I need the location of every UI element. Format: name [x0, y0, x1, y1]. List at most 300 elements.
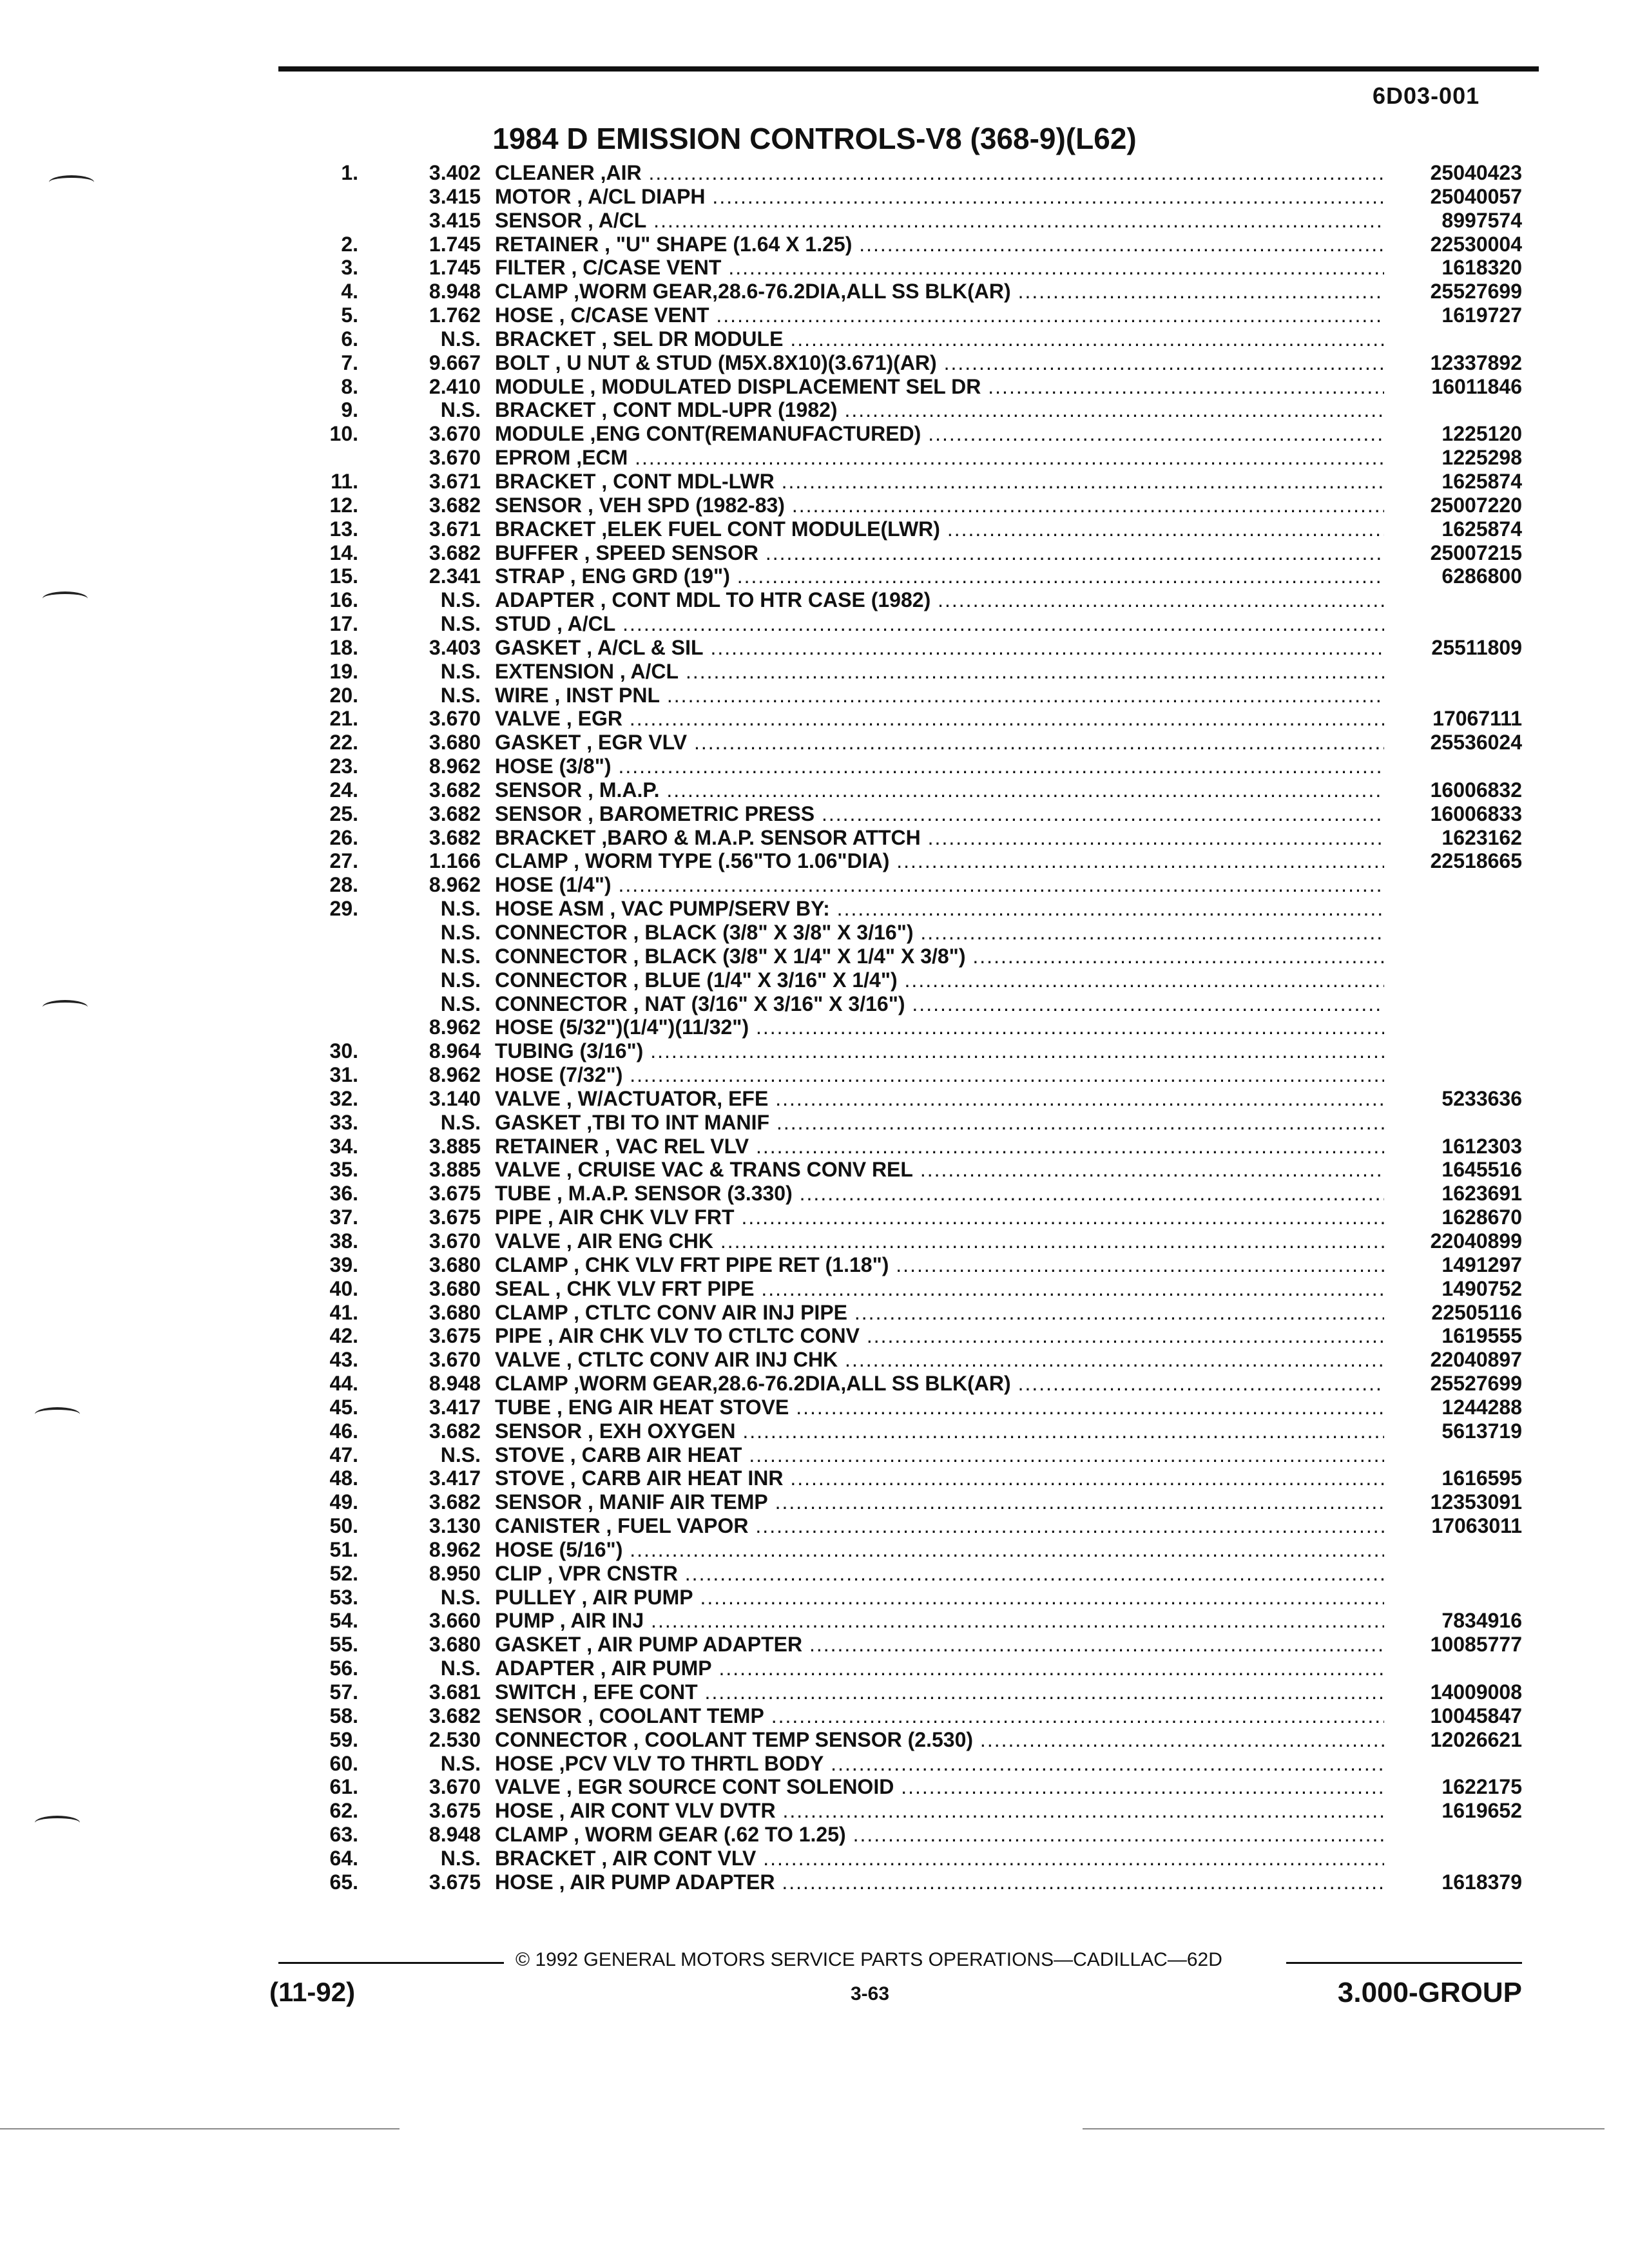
part-description: CLAMP , WORM GEAR (.62 TO 1.25) .....	[495, 1823, 1384, 1846]
part-row	[0, 588, 1629, 612]
part-description: BRACKET , CONT MDL-LWR .....	[495, 470, 1384, 493]
part-number: 1612303	[1435, 1135, 1522, 1158]
page-number: 3-63	[851, 1983, 890, 2004]
group-number: 3.675	[429, 1870, 481, 1894]
item-number: 3.	[341, 256, 358, 280]
part-row	[0, 422, 1629, 446]
group-number: 3.675	[429, 1324, 481, 1348]
part-row	[0, 684, 1629, 707]
part-description: CANISTER , FUEL VAPOR .....	[495, 1514, 1384, 1537]
item-number: 25.	[329, 802, 358, 825]
copyright-notice: © 1992 GENERAL MOTORS SERVICE PARTS OPERATIONS—CADILLAC—62D	[516, 1949, 1222, 1970]
part-number: 1491297	[1435, 1253, 1522, 1276]
item-number: 33.	[329, 1110, 358, 1134]
item-number: 38.	[329, 1229, 358, 1253]
revision-date: (11-92)	[269, 1977, 356, 2007]
footer-rule-left	[278, 1962, 504, 1964]
part-description: CLAMP , WORM TYPE (.56"TO 1.06"DIA) .....	[495, 849, 1384, 872]
item-number: 48.	[329, 1466, 358, 1490]
part-description: TUBE , ENG AIR HEAT STOVE .....	[495, 1396, 1384, 1419]
part-description: HOSE , C/CASE VENT .....	[495, 303, 1384, 327]
part-number: 25527699	[1424, 280, 1522, 303]
group-number: 3.402	[429, 161, 481, 184]
group-number: N.S.	[440, 398, 481, 422]
part-row	[0, 754, 1629, 778]
part-row	[0, 398, 1629, 422]
part-number: 1625874	[1435, 470, 1522, 493]
item-number: 18.	[329, 635, 358, 659]
group-number: 8.962	[429, 754, 481, 778]
item-number: 20.	[329, 683, 358, 707]
part-description: VALVE , EGR SOURCE CONT SOLENOID .....	[495, 1775, 1384, 1798]
group-number: 3.675	[429, 1206, 481, 1229]
item-number: 12.	[329, 493, 358, 517]
part-description: GASKET , EGR VLV .....	[495, 731, 1384, 754]
item-number: 35.	[329, 1158, 358, 1182]
part-description: TUBE , M.A.P. SENSOR (3.330) .....	[495, 1182, 1384, 1205]
part-number: 1244288	[1435, 1396, 1522, 1419]
item-number: 14.	[329, 541, 358, 564]
part-row	[0, 1443, 1629, 1467]
group-number: 3.680	[429, 1253, 481, 1276]
item-number: 29.	[329, 897, 358, 921]
item-number: 17.	[329, 612, 358, 636]
part-description: GASKET ,TBI TO INT MANIF .....	[495, 1111, 1384, 1134]
item-number: 27.	[329, 849, 358, 873]
part-description: FILTER , C/CASE VENT .....	[495, 256, 1384, 279]
part-number: 1622175	[1435, 1775, 1522, 1798]
part-row	[0, 873, 1629, 897]
part-number: 1628670	[1435, 1206, 1522, 1229]
group-number: 3.680	[429, 1300, 481, 1324]
part-description: RETAINER , VAC REL VLV .....	[495, 1135, 1384, 1158]
part-description: PULLEY , AIR PUMP .....	[495, 1586, 1384, 1609]
parts-list	[0, 161, 1629, 1894]
part-row	[0, 945, 1629, 968]
group-number: 3.682	[429, 1490, 481, 1514]
group-number: 3.415	[429, 208, 481, 232]
group-number: 2.410	[429, 374, 481, 398]
part-row	[0, 1253, 1629, 1277]
item-number: 56.	[329, 1657, 358, 1680]
part-description: VALVE , AIR ENG CHK .....	[495, 1229, 1384, 1253]
group-number: N.S.	[440, 968, 481, 992]
group-number: 3.130	[429, 1514, 481, 1538]
part-number: 12026621	[1424, 1728, 1522, 1751]
item-number: 55.	[329, 1633, 358, 1657]
item-number: 30.	[329, 1039, 358, 1063]
part-description: STUD , A/CL .....	[495, 612, 1384, 635]
part-number: 12353091	[1424, 1490, 1522, 1514]
part-row	[0, 1063, 1629, 1087]
part-description: PUMP , AIR INJ .....	[495, 1609, 1384, 1632]
item-number: 65.	[329, 1870, 358, 1894]
part-description: HOSE ,PCV VLV TO THRTL BODY .....	[495, 1752, 1384, 1775]
margin-mark	[49, 175, 94, 189]
group-number: 3.403	[429, 635, 481, 659]
part-number: 5233636	[1435, 1087, 1522, 1110]
part-row	[0, 1514, 1629, 1538]
group-number: 3.885	[429, 1158, 481, 1182]
part-number: 1619727	[1435, 303, 1522, 327]
part-row	[0, 612, 1629, 636]
item-number: 62.	[329, 1799, 358, 1823]
part-row	[0, 375, 1629, 399]
group-number: 3.682	[429, 778, 481, 802]
part-description: BRACKET ,BARO & M.A.P. SENSOR ATTCH .....	[495, 826, 1384, 849]
part-row	[0, 1633, 1629, 1657]
part-description: SENSOR , EXH OXYGEN .....	[495, 1419, 1384, 1443]
group-number: 3.670	[429, 707, 481, 731]
margin-mark	[35, 1816, 80, 1830]
part-row	[0, 161, 1629, 185]
item-number: 26.	[329, 825, 358, 849]
group-number: N.S.	[440, 659, 481, 683]
group-number: 3.417	[429, 1395, 481, 1419]
group-code: 3.000-GROUP	[1337, 1977, 1522, 2008]
part-row	[0, 1301, 1629, 1325]
group-number: 3.682	[429, 802, 481, 825]
part-number: 5613719	[1435, 1419, 1522, 1443]
part-number: 1225120	[1435, 422, 1522, 445]
part-description: CLAMP , CTLTC CONV AIR INJ PIPE .....	[495, 1301, 1384, 1324]
group-number: 3.670	[429, 1348, 481, 1372]
part-number: 16006832	[1424, 778, 1522, 802]
part-description: CLAMP , CHK VLV FRT PIPE RET (1.18") .....	[495, 1253, 1384, 1276]
item-number: 47.	[329, 1443, 358, 1466]
part-number: 25007215	[1424, 541, 1522, 564]
part-number: 1619555	[1435, 1324, 1522, 1347]
part-row	[0, 1229, 1629, 1253]
part-number: 25536024	[1424, 731, 1522, 754]
part-row	[0, 1348, 1629, 1372]
group-number: 8.964	[429, 1039, 481, 1063]
part-number: 25040423	[1424, 161, 1522, 184]
item-number: 43.	[329, 1348, 358, 1372]
part-row	[0, 778, 1629, 802]
part-description: VALVE , EGR .....	[495, 707, 1384, 730]
group-number: N.S.	[440, 1751, 481, 1775]
part-number: 22518665	[1424, 849, 1522, 872]
part-description: VALVE , W/ACTUATOR, EFE .....	[495, 1087, 1384, 1110]
group-number: 3.415	[429, 184, 481, 208]
part-description: CONNECTOR , BLACK (3/8" X 3/8" X 3/16") .....	[495, 921, 1384, 944]
group-number: N.S.	[440, 327, 481, 351]
part-row	[0, 1657, 1629, 1680]
part-number: 1618320	[1435, 256, 1522, 279]
item-number: 53.	[329, 1585, 358, 1609]
group-number: N.S.	[440, 944, 481, 968]
group-number: N.S.	[440, 683, 481, 707]
item-number: 58.	[329, 1704, 358, 1727]
group-number: 3.682	[429, 1704, 481, 1727]
part-row	[0, 209, 1629, 233]
margin-mark	[43, 1000, 88, 1014]
part-number: 25527699	[1424, 1372, 1522, 1395]
item-number: 2.	[341, 232, 358, 256]
part-description: WIRE , INST PNL .....	[495, 684, 1384, 707]
group-number: 8.950	[429, 1561, 481, 1585]
part-description: SENSOR , A/CL .....	[495, 209, 1384, 232]
part-description: SEAL , CHK VLV FRT PIPE .....	[495, 1277, 1384, 1300]
part-description: CLAMP ,WORM GEAR,28.6-76.2DIA,ALL SS BLK(AR) .....	[495, 1372, 1384, 1395]
item-number: 10.	[329, 422, 358, 446]
item-number: 11.	[331, 469, 358, 493]
item-number: 1.	[341, 161, 358, 184]
part-number: 7834916	[1435, 1609, 1522, 1632]
item-number: 59.	[329, 1727, 358, 1751]
part-description: SENSOR , BAROMETRIC PRESS .....	[495, 802, 1384, 825]
part-row	[0, 517, 1629, 541]
group-number: N.S.	[440, 612, 481, 636]
part-number: 1623162	[1435, 826, 1522, 849]
group-number: 8.962	[429, 873, 481, 897]
group-number: 9.667	[429, 351, 481, 374]
item-number: 50.	[329, 1514, 358, 1538]
part-number: 1225298	[1435, 446, 1522, 469]
part-description: BOLT , U NUT & STUD (M5X.8X10)(3.671)(AR) .....	[495, 351, 1384, 374]
part-number: 22040899	[1424, 1229, 1522, 1253]
part-description: CONNECTOR , BLACK (3/8" X 1/4" X 1/4" X 3/8") .....	[495, 945, 1384, 968]
document-code: 6D03-001	[1373, 82, 1480, 109]
part-row	[0, 1586, 1629, 1610]
item-number: 42.	[329, 1324, 358, 1348]
part-row	[0, 494, 1629, 517]
part-description: BRACKET , SEL DR MODULE .....	[495, 327, 1384, 351]
group-number: N.S.	[440, 1443, 481, 1466]
group-number: 3.417	[429, 1466, 481, 1490]
group-number: N.S.	[440, 1110, 481, 1134]
group-number: 3.660	[429, 1609, 481, 1633]
part-number: 17063011	[1425, 1514, 1522, 1537]
part-row	[0, 446, 1629, 470]
part-description: CONNECTOR , BLUE (1/4" X 3/16" X 1/4") .....	[495, 968, 1384, 992]
part-row	[0, 1372, 1629, 1396]
item-number: 8.	[341, 374, 358, 398]
part-description: TUBING (3/16") .....	[495, 1039, 1384, 1062]
part-row	[0, 1277, 1629, 1301]
item-number: 32.	[329, 1086, 358, 1110]
part-description: SENSOR , MANIF AIR TEMP .....	[495, 1490, 1384, 1514]
group-number: 2.530	[429, 1727, 481, 1751]
part-description: STRAP , ENG GRD (19") .....	[495, 564, 1384, 588]
group-number: 3.680	[429, 1633, 481, 1657]
group-number: N.S.	[440, 1846, 481, 1870]
item-number: 41.	[329, 1300, 358, 1324]
part-row	[0, 1823, 1629, 1847]
item-number: 15.	[329, 564, 358, 588]
part-row	[0, 564, 1629, 588]
part-number: 22505116	[1425, 1301, 1522, 1324]
margin-mark	[35, 1407, 80, 1421]
part-row	[0, 660, 1629, 684]
item-number: 34.	[329, 1134, 358, 1158]
part-row	[0, 849, 1629, 873]
group-number: 3.140	[429, 1086, 481, 1110]
part-description: SENSOR , VEH SPD (1982-83) .....	[495, 494, 1384, 517]
top-rule	[278, 66, 1539, 72]
page-title: 1984 D EMISSION CONTROLS-V8 (368-9)(L62)	[492, 122, 1137, 155]
scan-edge-line	[1083, 2128, 1605, 2129]
part-row	[0, 707, 1629, 731]
part-number: 25511809	[1425, 636, 1522, 659]
part-description: PIPE , AIR CHK VLV FRT .....	[495, 1206, 1384, 1229]
part-row	[0, 1680, 1629, 1704]
part-description: CLIP , VPR CNSTR .....	[495, 1562, 1384, 1585]
part-number: 8997574	[1435, 209, 1522, 232]
group-number: 3.671	[429, 469, 481, 493]
part-row	[0, 470, 1629, 494]
part-row	[0, 1206, 1629, 1229]
part-number: 1623691	[1435, 1182, 1522, 1205]
group-number: 3.680	[429, 731, 481, 754]
part-row	[0, 921, 1629, 945]
group-number: 3.682	[429, 1419, 481, 1443]
part-description: CLEANER ,AIR .....	[495, 161, 1384, 184]
item-number: 4.	[341, 280, 358, 303]
group-number: 8.962	[429, 1015, 481, 1039]
part-description: STOVE , CARB AIR HEAT INR .....	[495, 1466, 1384, 1490]
part-description: HOSE (5/32")(1/4")(11/32") .....	[495, 1015, 1384, 1039]
part-number: 6286800	[1435, 564, 1522, 588]
part-number: 17067111	[1426, 707, 1522, 730]
part-row	[0, 992, 1629, 1016]
part-description: GASKET , A/CL & SIL .....	[495, 636, 1384, 659]
part-description: BRACKET , CONT MDL-UPR (1982) .....	[495, 398, 1384, 421]
part-row	[0, 1111, 1629, 1135]
item-number: 28.	[329, 873, 358, 897]
part-row	[0, 1087, 1629, 1111]
part-description: VALVE , CRUISE VAC & TRANS CONV REL .....	[495, 1158, 1384, 1181]
item-number: 40.	[329, 1276, 358, 1300]
part-description: SENSOR , M.A.P. .....	[495, 778, 1384, 802]
part-row	[0, 1158, 1629, 1182]
part-number: 16011846	[1425, 375, 1522, 398]
item-number: 9.	[341, 398, 358, 422]
part-row	[0, 1728, 1629, 1752]
group-number: 1.762	[429, 303, 481, 327]
group-number: 3.681	[429, 1680, 481, 1704]
part-row	[0, 636, 1629, 660]
part-description: EXTENSION , A/CL .....	[495, 660, 1384, 683]
part-description: ADAPTER , CONT MDL TO HTR CASE (1982) .....	[495, 588, 1384, 611]
part-row	[0, 233, 1629, 256]
part-row	[0, 351, 1629, 375]
part-description: CONNECTOR , COOLANT TEMP SENSOR (2.530) .....	[495, 1728, 1384, 1751]
part-row	[0, 1419, 1629, 1443]
part-row	[0, 256, 1629, 280]
part-row	[0, 1182, 1629, 1206]
part-number: 10045847	[1424, 1704, 1522, 1727]
part-number: 22040897	[1424, 1348, 1522, 1371]
item-number: 19.	[329, 659, 358, 683]
part-description: HOSE (1/4") .....	[495, 873, 1384, 896]
part-row	[0, 1847, 1629, 1870]
group-number: N.S.	[440, 588, 481, 612]
group-number: N.S.	[440, 1585, 481, 1609]
item-number: 13.	[329, 517, 358, 541]
group-number: N.S.	[440, 897, 481, 921]
group-number: 8.962	[429, 1063, 481, 1087]
part-description: ADAPTER , AIR PUMP .....	[495, 1657, 1384, 1680]
item-number: 36.	[329, 1182, 358, 1206]
group-number: 3.682	[429, 493, 481, 517]
item-number: 45.	[329, 1395, 358, 1419]
part-description: HOSE ASM , VAC PUMP/SERV BY: .....	[495, 897, 1384, 920]
part-row	[0, 327, 1629, 351]
group-number: N.S.	[440, 992, 481, 1015]
group-number: 3.671	[429, 517, 481, 541]
group-number: 8.948	[429, 1372, 481, 1396]
group-number: 3.670	[429, 446, 481, 470]
group-number: 8.948	[429, 1823, 481, 1847]
part-row	[0, 1490, 1629, 1514]
item-number: 6.	[341, 327, 358, 351]
group-number: 3.675	[429, 1799, 481, 1823]
item-number: 5.	[341, 303, 358, 327]
item-number: 37.	[329, 1206, 358, 1229]
part-row	[0, 1396, 1629, 1419]
part-description: SENSOR , COOLANT TEMP .....	[495, 1704, 1384, 1727]
group-number: 3.680	[429, 1276, 481, 1300]
part-description: HOSE , AIR CONT VLV DVTR .....	[495, 1799, 1384, 1822]
item-number: 39.	[329, 1253, 358, 1276]
item-number: 7.	[341, 351, 358, 374]
item-number: 23.	[329, 754, 358, 778]
part-row	[0, 541, 1629, 565]
part-row	[0, 1752, 1629, 1776]
part-row	[0, 1870, 1629, 1894]
part-row	[0, 185, 1629, 209]
group-number: 1.745	[429, 232, 481, 256]
part-description: CONNECTOR , NAT (3/16" X 3/16" X 3/16") .....	[495, 992, 1384, 1015]
part-row	[0, 1609, 1629, 1633]
part-description: BRACKET ,ELEK FUEL CONT MODULE(LWR) .....	[495, 517, 1384, 541]
part-description: MODULE , MODULATED DISPLACEMENT SEL DR .....	[495, 375, 1384, 398]
group-number: N.S.	[440, 921, 481, 944]
item-number: 64.	[329, 1846, 358, 1870]
part-number: 1625874	[1435, 517, 1522, 541]
part-description: BUFFER , SPEED SENSOR .....	[495, 541, 1384, 564]
group-number: 3.675	[429, 1182, 481, 1206]
group-number: 8.948	[429, 280, 481, 303]
item-number: 46.	[329, 1419, 358, 1443]
part-row	[0, 1015, 1629, 1039]
part-description: HOSE (3/8") .....	[495, 754, 1384, 778]
group-number: 3.670	[429, 1775, 481, 1799]
part-number: 1616595	[1435, 1466, 1522, 1490]
part-number: 16006833	[1424, 802, 1522, 825]
group-number: 8.962	[429, 1537, 481, 1561]
item-number: 61.	[329, 1775, 358, 1799]
part-description: VALVE , CTLTC CONV AIR INJ CHK .....	[495, 1348, 1384, 1371]
footer-rule-right	[1286, 1962, 1522, 1964]
part-row	[0, 1135, 1629, 1158]
part-number: 14009008	[1424, 1680, 1522, 1704]
group-number: 2.341	[429, 564, 481, 588]
part-row	[0, 1466, 1629, 1490]
item-number: 51.	[329, 1537, 358, 1561]
part-number: 1490752	[1435, 1277, 1522, 1300]
part-number: 25007220	[1424, 494, 1522, 517]
group-number: 3.670	[429, 422, 481, 446]
part-row	[0, 802, 1629, 826]
part-description: MODULE ,ENG CONT(REMANUFACTURED) .....	[495, 422, 1384, 445]
item-number: 24.	[329, 778, 358, 802]
item-number: 54.	[329, 1609, 358, 1633]
part-row	[0, 1039, 1629, 1063]
part-row	[0, 1562, 1629, 1586]
